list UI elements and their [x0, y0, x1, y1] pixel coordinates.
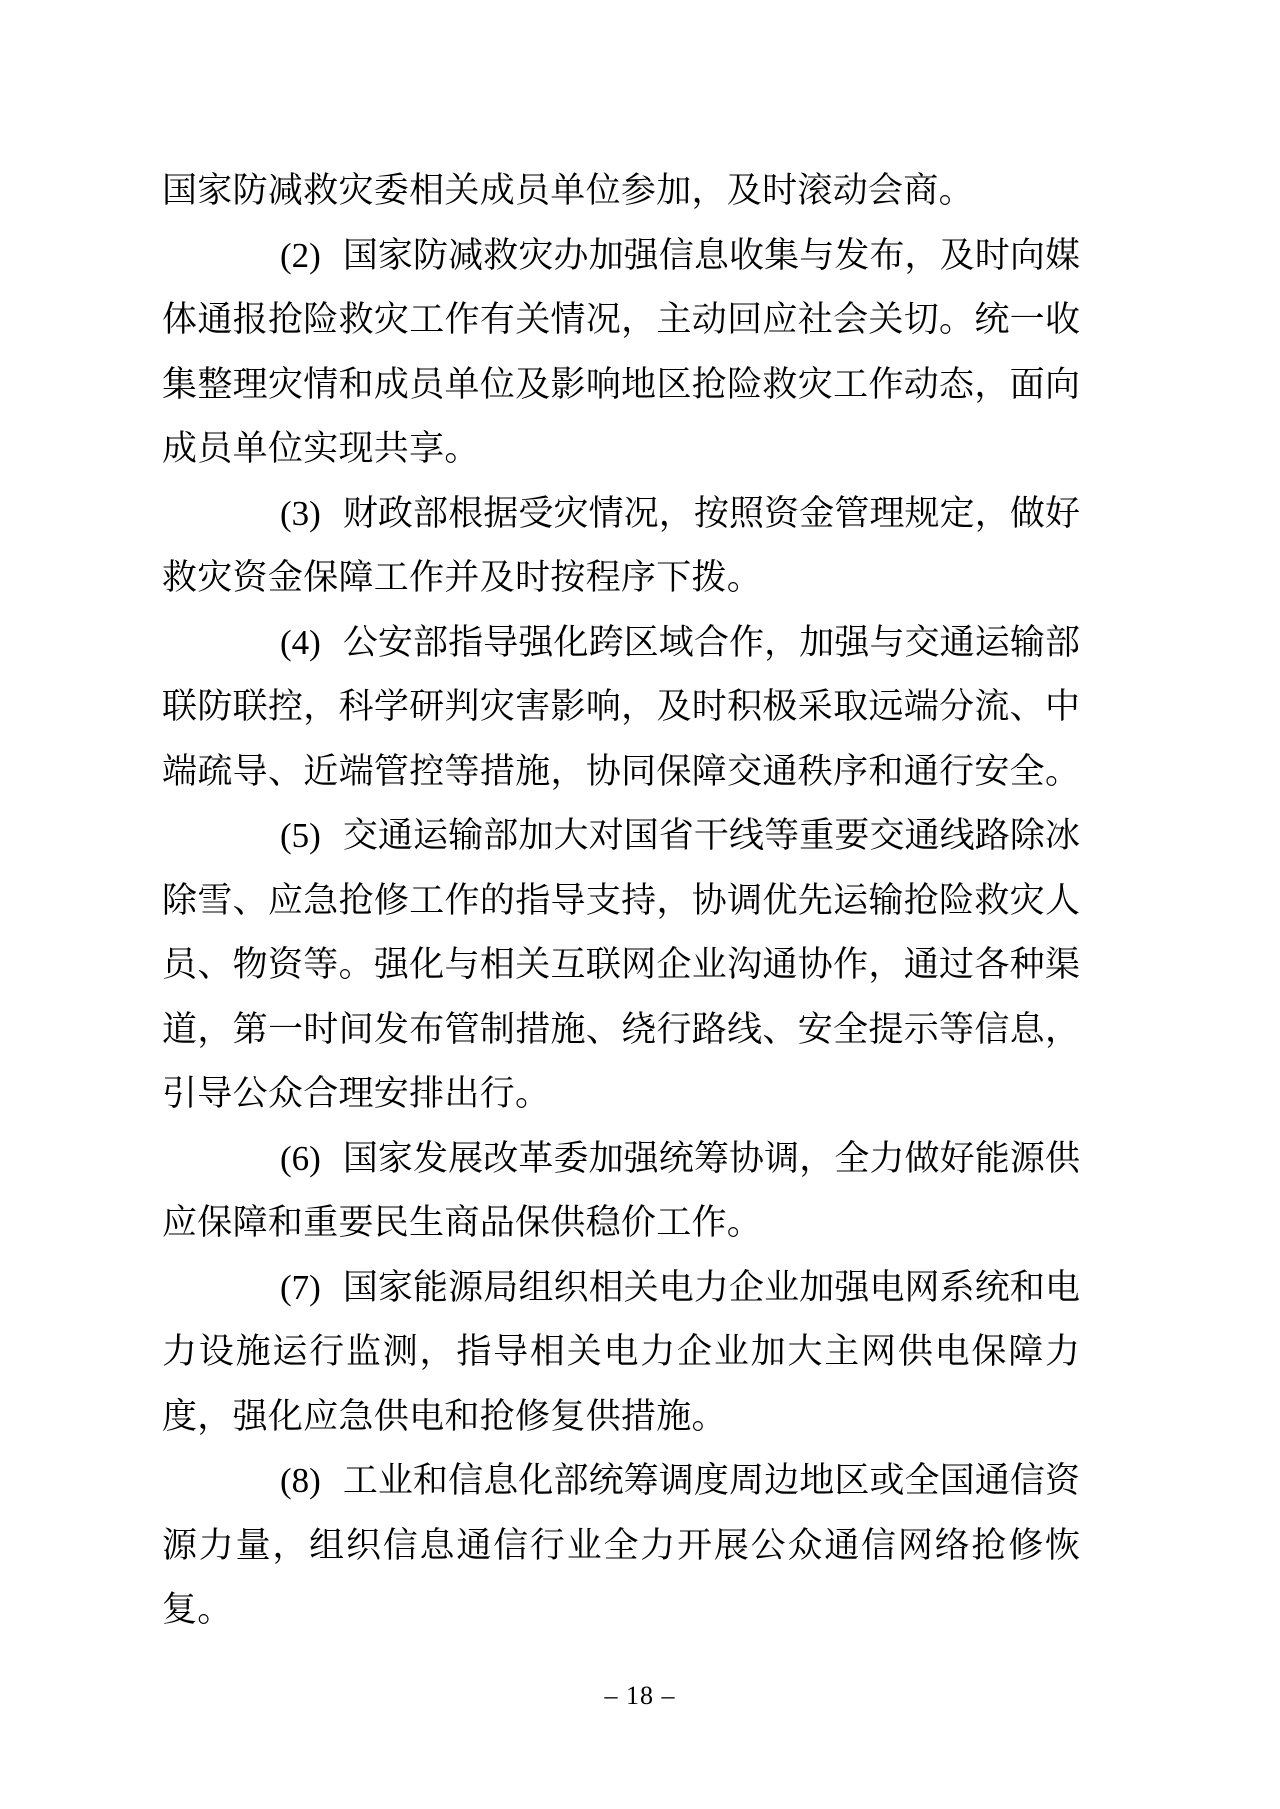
paragraph-number-marker: (6)	[280, 1138, 321, 1178]
text-line: 应保障和重要民生商品保供稳价工作。	[162, 1203, 763, 1242]
text-line: 救灾资金保障工作并及时按程序下拨。	[162, 558, 763, 597]
text-line	[162, 482, 1080, 547]
text-line: 端疏导、近端管控等措施，协同保障交通秩序和通行安全。	[162, 751, 1080, 791]
paragraph-text: 国家能源局组织相关电力企业加强电网系统和电	[342, 1267, 1080, 1307]
text-line: 员、物资等。强化与相关互联网企业沟通协作，通过各种渠	[162, 945, 1080, 984]
paragraph-text: 国家发展改革委加强统筹协调，全力做好能源供	[342, 1138, 1080, 1178]
text-line: 道，第一时间发布管制措施、绕行路线、安全提示等信息，	[162, 1009, 1080, 1049]
text-line	[162, 1127, 1080, 1192]
text-line: 成员单位实现共享。	[162, 429, 480, 468]
text-line: 联防联控，科学研判灾害影响，及时积极采取远端分流、中	[162, 687, 1080, 726]
text-line	[162, 1449, 1080, 1514]
text-line	[162, 611, 1080, 676]
text-line: 度，强化应急供电和抢修复供措施。	[162, 1396, 727, 1436]
text-line: 集整理灾情和成员单位及影响地区抢险救灾工作动态，面向	[162, 364, 1080, 404]
paragraph-text: 工业和信息化部统筹调度周边地区或全国通信资	[342, 1461, 1080, 1500]
text-line: 除雪、应急抢修工作的指导支持，协调优先运输抢险救灾人	[162, 880, 1080, 920]
text-line: 国家防减救灾委相关成员单位参加，及时滚动会商。	[162, 171, 974, 210]
paragraph-number-marker: (4)	[280, 622, 321, 662]
text-line: 引导公众合理安排出行。	[162, 1074, 551, 1113]
page-number: – 18 –	[604, 1681, 676, 1710]
paragraph-number-marker: (7)	[280, 1267, 321, 1307]
text-line	[162, 1256, 1080, 1321]
text-line: 复。	[162, 1590, 233, 1629]
paragraph-number-marker: (8)	[280, 1461, 321, 1500]
text-line: 体通报抢险救灾工作有关情况，主动回应社会关切。统一收	[162, 300, 1080, 339]
text-line: 源力量，组织信息通信行业全力开展公众通信网络抢修恢	[162, 1525, 1080, 1565]
text-line	[162, 804, 1080, 869]
document-body-text	[162, 159, 1080, 1643]
paragraph-number-marker: (2)	[280, 235, 321, 275]
paragraph-number-marker: (3)	[280, 493, 321, 533]
text-line	[162, 224, 1080, 289]
paragraph-text: 国家防减救灾办加强信息收集与发布，及时向媒	[342, 235, 1080, 275]
paragraph-number-marker: (5)	[280, 816, 321, 855]
paragraph-text: 交通运输部加大对国省干线等重要交通线路除冰	[342, 816, 1080, 855]
text-line: 力设施运行监测，指导相关电力企业加大主网供电保障力	[162, 1332, 1080, 1371]
paragraph-text: 公安部指导强化跨区域合作，加强与交通运输部	[342, 622, 1080, 662]
paragraph-text: 财政部根据受灾情况，按照资金管理规定，做好	[342, 493, 1080, 533]
